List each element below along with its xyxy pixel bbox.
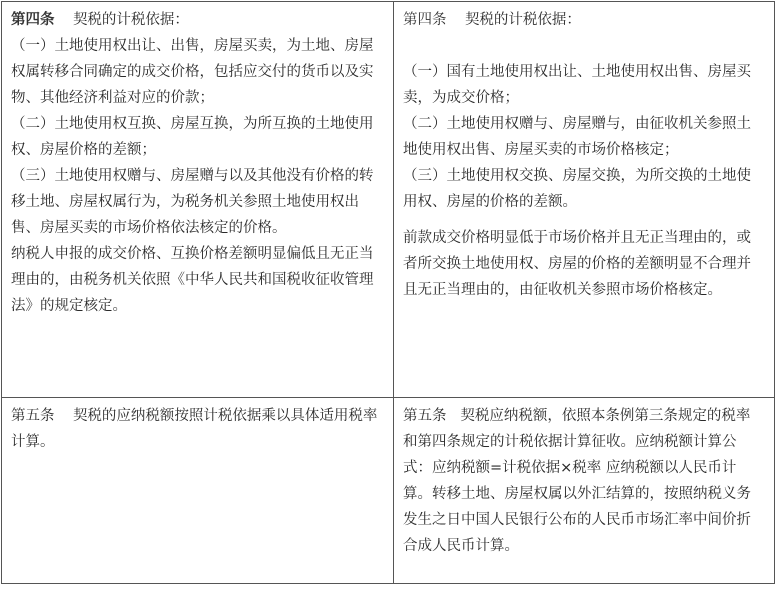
- right-article5-label: 第五条: [403, 408, 447, 424]
- left-cell-article5: [2, 398, 394, 584]
- comparison-table: [1, 1, 775, 584]
- left-article4-item-2: （二）土地使用权互换、房屋互换，为所互换的土地使用权、房屋价格的差额；: [11, 116, 374, 158]
- table-row-article5: [2, 398, 775, 584]
- left-article4-item-3: （三）土地使用权赠与、房屋赠与以及其他没有价格的转移土地、房屋权属行为，为税务机关参照土地使用权出售、房屋买卖的市场价格依法核定的价格。: [11, 168, 374, 236]
- left-article4-label: 第四条: [11, 12, 55, 28]
- right-article4-heading: [403, 7, 762, 33]
- right-article4-item-3: （三）土地使用权交换、房屋交换，为所交换的土地使用权、房屋的价格的差额。: [403, 168, 751, 210]
- right-article5-paragraph: [403, 403, 762, 559]
- right-cell-article5: [394, 398, 775, 584]
- right-cell-article4: [394, 2, 775, 398]
- left-article5-label: 第五条: [11, 408, 55, 424]
- right-article4-note: 前款成交价格明显低于市场价格并且无正当理由的，或者所交换土地使用权、房屋的价格的差额明显不合理并且无正当理由的，由征收机关参照市场价格核定。: [403, 230, 751, 298]
- left-article5-body: 契税的应纳税额按照计税依据乘以具体适用税率计算。: [11, 408, 378, 450]
- right-article4-title: 契税的计税依据：: [464, 12, 581, 28]
- right-article4-item-2: （二）土地使用权赠与、房屋赠与，由征收机关参照土地使用权出售、房屋买卖的市场价格核定；: [403, 116, 751, 158]
- left-article5-paragraph: [11, 403, 383, 455]
- left-article4-heading: [11, 7, 383, 33]
- left-article4-item-4: 纳税人申报的成交价格、互换价格差额明显偏低且无正当理由的，由税务机关依照《中华人民共和国税收征收管理法》的规定核定。: [11, 246, 374, 314]
- left-cell-article4: [2, 2, 394, 398]
- left-article4-item-1: （一）土地使用权出让、出售，房屋买卖，为土地、房屋权属转移合同确定的成交价格，包括应交付的货币以及实物、其他经济利益对应的价款；: [11, 38, 374, 106]
- spacer: [403, 33, 762, 59]
- left-article4-title: 契税的计税依据：: [72, 12, 189, 28]
- right-article5-body: 契税应纳税额，依照本条例第三条规定的税率和第四条规定的计税依据计算征收。应纳税额计算公式：应纳税额=计税依据×税率 应纳税额以人民币计算。转移土地、房屋权属以外汇结算的，按照纳税义务发生之日中国人民银行公布的人民币市场汇率中间价折合成人民币计算。: [403, 408, 751, 554]
- table-row-article4: [2, 2, 775, 398]
- right-article4-label: 第四条: [403, 12, 447, 28]
- spacer: [403, 215, 762, 225]
- right-article4-item-1: （一）国有土地使用权出让、土地使用权出售、房屋买卖，为成交价格；: [403, 64, 751, 106]
